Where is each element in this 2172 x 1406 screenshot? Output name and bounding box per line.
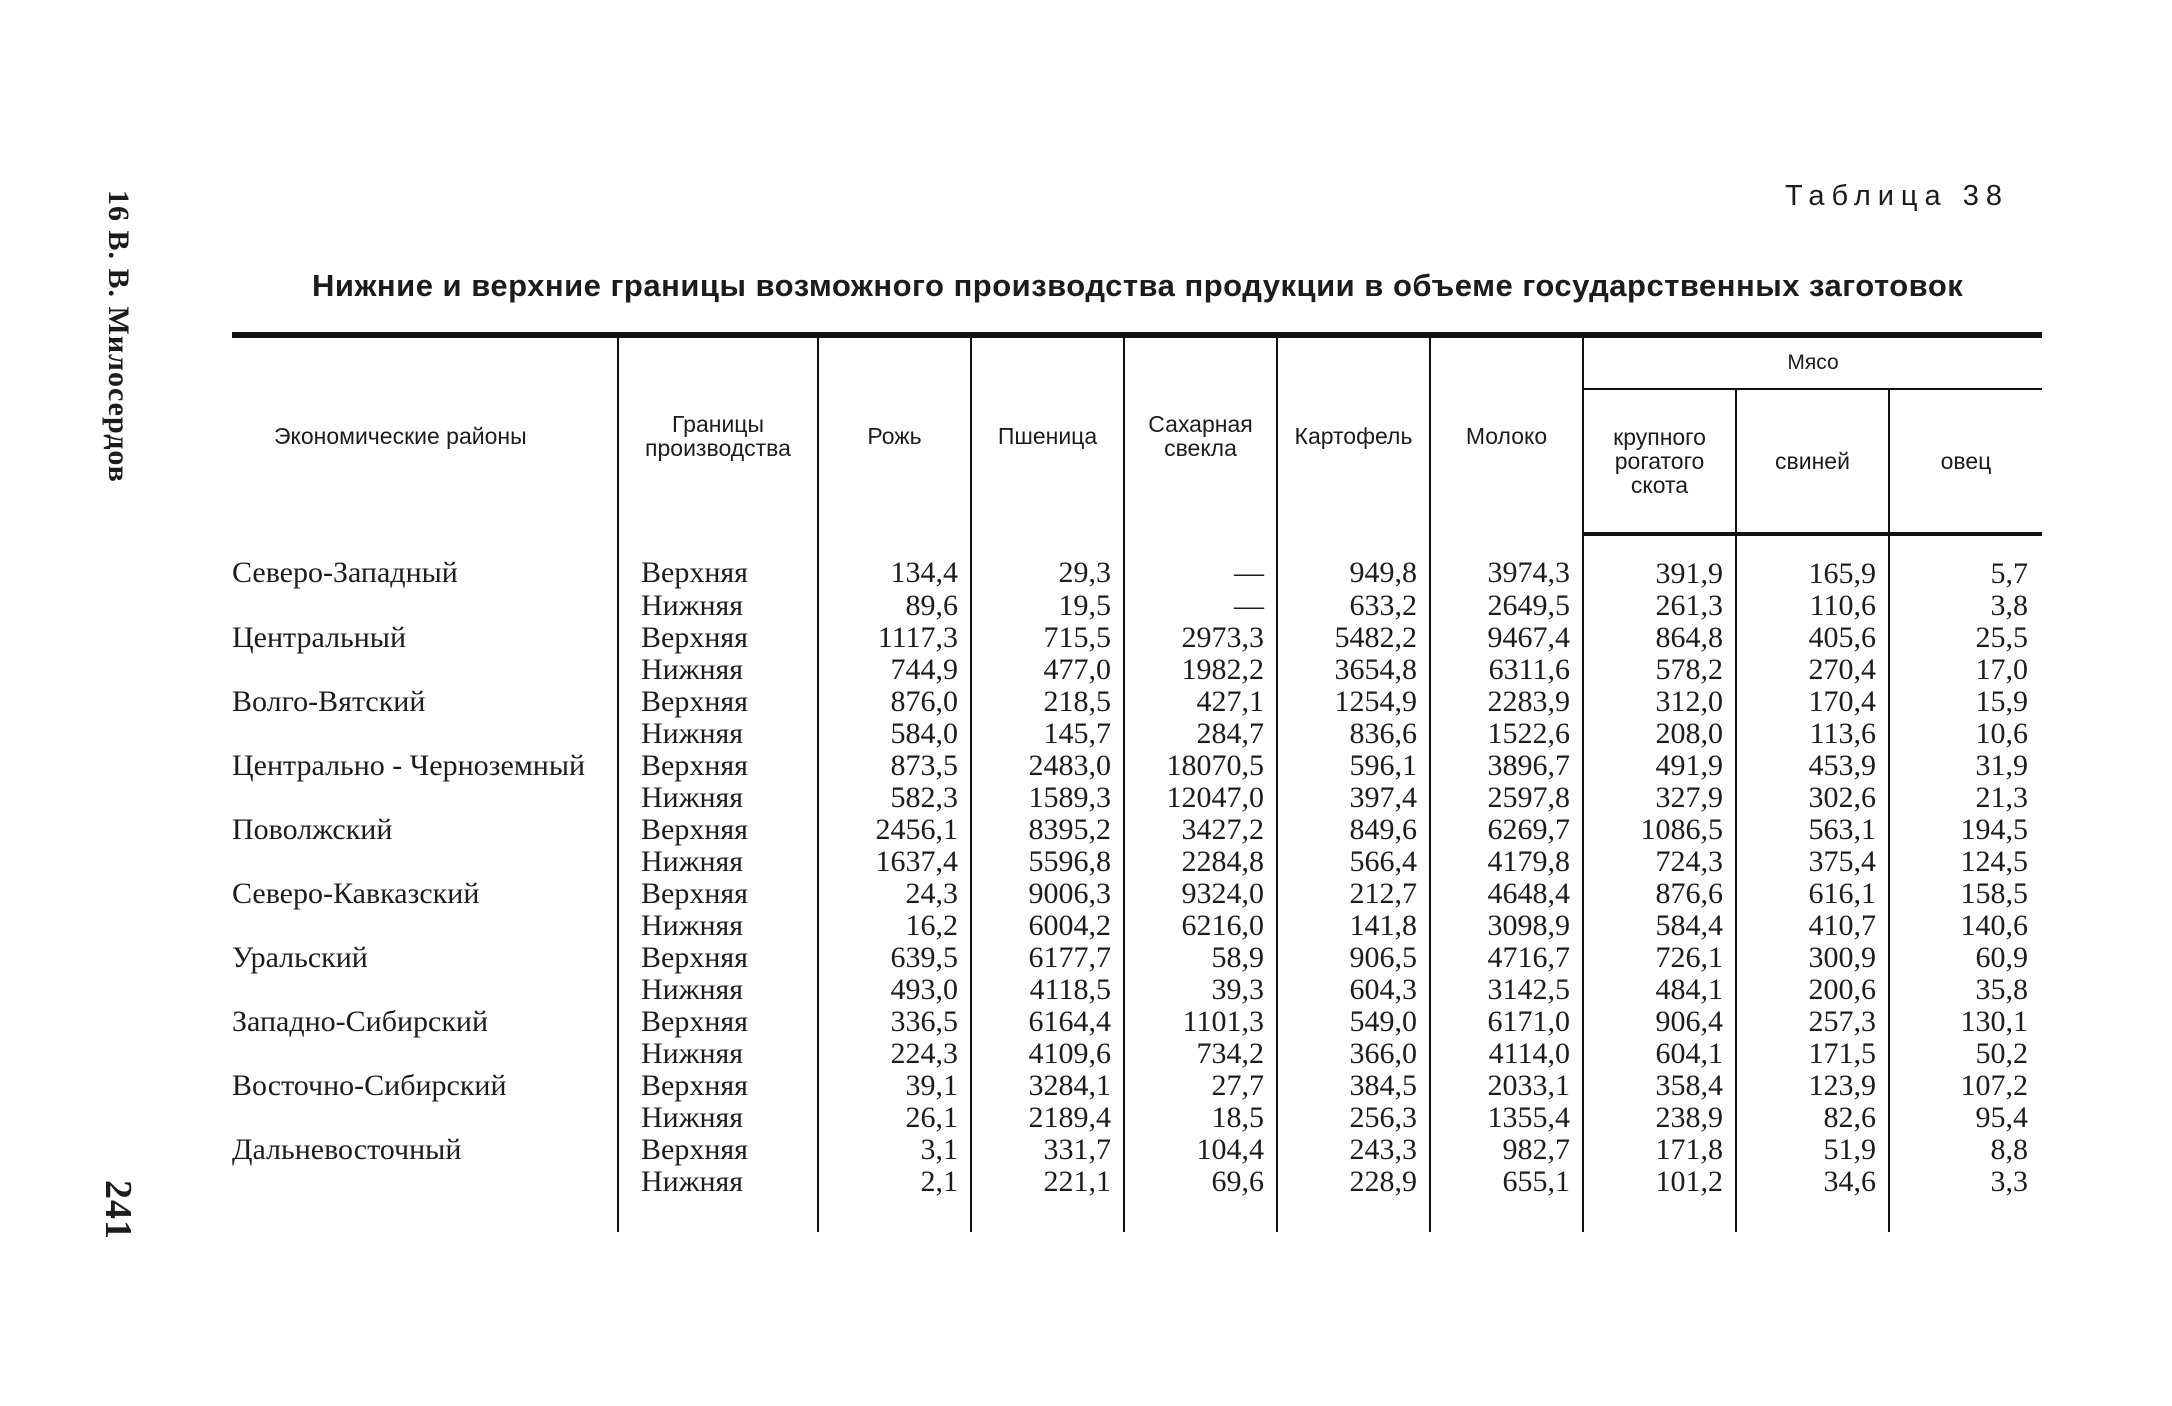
wheat-cell: 6164,4: [971, 1006, 1124, 1038]
sheep-cell: 3,3: [1889, 1166, 2042, 1232]
wheat-cell: 145,7: [971, 718, 1124, 750]
rye-cell: 873,5: [818, 750, 971, 782]
rye-cell: 744,9: [818, 654, 971, 686]
pigs-cell: 405,6: [1736, 622, 1889, 654]
bound-cell: Нижняя: [618, 718, 818, 750]
beet-cell: 1101,3: [1124, 1006, 1277, 1038]
sheep-cell: 60,9: [1889, 942, 2042, 974]
rye-cell: 26,1: [818, 1102, 971, 1134]
region-cell: Поволжский: [232, 814, 393, 846]
rye-cell: 89,6: [818, 590, 971, 622]
milk-cell: 6311,6: [1430, 654, 1583, 686]
wheat-cell: 2189,4: [971, 1102, 1124, 1134]
sheep-cell: 130,1: [1889, 1006, 2042, 1038]
rye-cell: 1117,3: [818, 622, 971, 654]
cattle-cell: 876,6: [1583, 878, 1736, 910]
milk-cell: 655,1: [1430, 1166, 1583, 1232]
pigs-cell: 200,6: [1736, 974, 1889, 1006]
cattle-cell: 578,2: [1583, 654, 1736, 686]
pigs-cell: 82,6: [1736, 1102, 1889, 1134]
cattle-cell: 327,9: [1583, 782, 1736, 814]
table-row: [232, 974, 2042, 1006]
milk-cell: 3142,5: [1430, 974, 1583, 1006]
cattle-cell: 171,8: [1583, 1134, 1736, 1166]
pigs-cell: 113,6: [1736, 718, 1889, 750]
header-rye: Рожь: [818, 335, 971, 534]
potato-cell: 906,5: [1277, 942, 1430, 974]
table-row: [232, 1006, 2042, 1038]
beet-cell: 104,4: [1124, 1134, 1277, 1166]
potato-cell: 836,6: [1277, 718, 1430, 750]
pigs-cell: 165,9: [1736, 534, 1889, 590]
beet-cell: 2284,8: [1124, 846, 1277, 878]
region-cell: Волго-Вятский: [232, 686, 426, 718]
table-row: [232, 814, 2042, 846]
beet-cell: —: [1124, 534, 1277, 590]
milk-cell: 4716,7: [1430, 942, 1583, 974]
pigs-cell: 123,9: [1736, 1070, 1889, 1102]
wheat-cell: 9006,3: [971, 878, 1124, 910]
beet-cell: 734,2: [1124, 1038, 1277, 1070]
milk-cell: 2649,5: [1430, 590, 1583, 622]
rye-cell: 3,1: [818, 1134, 971, 1166]
potato-cell: 604,3: [1277, 974, 1430, 1006]
rye-cell: 876,0: [818, 686, 971, 718]
wheat-cell: 19,5: [971, 590, 1124, 622]
beet-cell: 6216,0: [1124, 910, 1277, 942]
wheat-cell: 6004,2: [971, 910, 1124, 942]
potato-cell: 397,4: [1277, 782, 1430, 814]
bound-cell: Верхняя: [618, 1134, 818, 1166]
region-cell: [232, 782, 618, 814]
region-cell: [232, 1102, 618, 1134]
table-number: Таблица 38: [1784, 180, 2009, 212]
wheat-cell: 218,5: [971, 686, 1124, 718]
sheep-cell: 3,8: [1889, 590, 2042, 622]
sheep-cell: 107,2: [1889, 1070, 2042, 1102]
bound-cell: Нижняя: [618, 782, 818, 814]
milk-cell: 2283,9: [1430, 686, 1583, 718]
cattle-cell: 358,4: [1583, 1070, 1736, 1102]
rye-cell: 16,2: [818, 910, 971, 942]
production-bounds-table: [232, 332, 2042, 1232]
region-cell: [232, 846, 618, 878]
header-cattle: крупного рогатого скота: [1583, 389, 1736, 534]
sheep-cell: 140,6: [1889, 910, 2042, 942]
wheat-cell: 3284,1: [971, 1070, 1124, 1102]
beet-cell: 69,6: [1124, 1166, 1277, 1232]
milk-cell: 1522,6: [1430, 718, 1583, 750]
page-number: 241: [97, 1180, 139, 1240]
beet-cell: 12047,0: [1124, 782, 1277, 814]
potato-cell: 949,8: [1277, 534, 1430, 590]
cattle-cell: 312,0: [1583, 686, 1736, 718]
potato-cell: 212,7: [1277, 878, 1430, 910]
rye-cell: 493,0: [818, 974, 971, 1006]
sheep-cell: 158,5: [1889, 878, 2042, 910]
wheat-cell: 6177,7: [971, 942, 1124, 974]
bound-cell: Нижняя: [618, 654, 818, 686]
beet-cell: 39,3: [1124, 974, 1277, 1006]
bound-cell: Верхняя: [618, 942, 818, 974]
cattle-cell: 604,1: [1583, 1038, 1736, 1070]
rye-cell: 224,3: [818, 1038, 971, 1070]
potato-cell: 596,1: [1277, 750, 1430, 782]
cattle-cell: 906,4: [1583, 1006, 1736, 1038]
potato-cell: 243,3: [1277, 1134, 1430, 1166]
table-row: [232, 942, 2042, 974]
table-row: [232, 1038, 2042, 1070]
wheat-cell: 2483,0: [971, 750, 1124, 782]
table-row: [232, 534, 2042, 590]
rye-cell: 24,3: [818, 878, 971, 910]
table-row: [232, 846, 2042, 878]
cattle-cell: 726,1: [1583, 942, 1736, 974]
region-cell: Центральный: [232, 622, 407, 654]
sheep-cell: 5,7: [1889, 534, 2042, 590]
region-cell: Центрально - Черноземный: [232, 750, 586, 782]
wheat-cell: 4109,6: [971, 1038, 1124, 1070]
bound-cell: Нижняя: [618, 974, 818, 1006]
bound-cell: Верхняя: [618, 1070, 818, 1102]
rye-cell: 1637,4: [818, 846, 971, 878]
milk-cell: 3896,7: [1430, 750, 1583, 782]
cattle-cell: 208,0: [1583, 718, 1736, 750]
beet-cell: 27,7: [1124, 1070, 1277, 1102]
cattle-cell: 1086,5: [1583, 814, 1736, 846]
cattle-cell: 261,3: [1583, 590, 1736, 622]
potato-cell: 366,0: [1277, 1038, 1430, 1070]
page-margin-footer: [88, 190, 148, 1240]
sheep-cell: 31,9: [1889, 750, 2042, 782]
region-cell: [232, 974, 618, 1006]
header-wheat: Пшеница: [971, 335, 1124, 534]
wheat-cell: 8395,2: [971, 814, 1124, 846]
potato-cell: 566,4: [1277, 846, 1430, 878]
wheat-cell: 1589,3: [971, 782, 1124, 814]
milk-cell: 3098,9: [1430, 910, 1583, 942]
sheep-cell: 35,8: [1889, 974, 2042, 1006]
milk-cell: 982,7: [1430, 1134, 1583, 1166]
bound-cell: Нижняя: [618, 846, 818, 878]
header-milk: Молоко: [1430, 335, 1583, 534]
table-row: [232, 622, 2042, 654]
region-cell: [232, 1038, 618, 1070]
sheep-cell: 194,5: [1889, 814, 2042, 846]
pigs-cell: 110,6: [1736, 590, 1889, 622]
header-meat: Мясо: [1583, 335, 2042, 389]
potato-cell: 1254,9: [1277, 686, 1430, 718]
pigs-cell: 170,4: [1736, 686, 1889, 718]
bound-cell: Верхняя: [618, 878, 818, 910]
pigs-cell: 34,6: [1736, 1166, 1889, 1232]
bound-cell: Верхняя: [618, 534, 818, 590]
region-cell: [232, 654, 618, 686]
rye-cell: 134,4: [818, 534, 971, 590]
cattle-cell: 864,8: [1583, 622, 1736, 654]
beet-cell: 18070,5: [1124, 750, 1277, 782]
pigs-cell: 171,5: [1736, 1038, 1889, 1070]
table-row: [232, 782, 2042, 814]
wheat-cell: 29,3: [971, 534, 1124, 590]
potato-cell: 5482,2: [1277, 622, 1430, 654]
bound-cell: Нижняя: [618, 1102, 818, 1134]
table-row: [232, 1070, 2042, 1102]
table-row: [232, 590, 2042, 622]
rye-cell: 39,1: [818, 1070, 971, 1102]
region-cell: [232, 590, 618, 622]
beet-cell: 18,5: [1124, 1102, 1277, 1134]
header-pigs: свиней: [1736, 389, 1889, 534]
cattle-cell: 584,4: [1583, 910, 1736, 942]
pigs-cell: 563,1: [1736, 814, 1889, 846]
pigs-cell: 453,9: [1736, 750, 1889, 782]
region-cell: Дальневосточный: [232, 1134, 462, 1166]
sheep-cell: 124,5: [1889, 846, 2042, 878]
milk-cell: 3974,3: [1430, 534, 1583, 590]
sheep-cell: 8,8: [1889, 1134, 2042, 1166]
table-row: [232, 1134, 2042, 1166]
table-row: [232, 654, 2042, 686]
rye-cell: 584,0: [818, 718, 971, 750]
milk-cell: 6171,0: [1430, 1006, 1583, 1038]
table-row: [232, 910, 2042, 942]
beet-cell: 3427,2: [1124, 814, 1277, 846]
cattle-cell: 491,9: [1583, 750, 1736, 782]
cattle-cell: 391,9: [1583, 534, 1736, 590]
table-row: [232, 686, 2042, 718]
potato-cell: 256,3: [1277, 1102, 1430, 1134]
sheep-cell: 15,9: [1889, 686, 2042, 718]
bound-cell: Нижняя: [618, 1166, 818, 1232]
rye-cell: 582,3: [818, 782, 971, 814]
region-cell: [232, 1166, 618, 1232]
pigs-cell: 300,9: [1736, 942, 1889, 974]
rye-cell: 336,5: [818, 1006, 971, 1038]
beet-cell: 58,9: [1124, 942, 1277, 974]
pigs-cell: 375,4: [1736, 846, 1889, 878]
pigs-cell: 616,1: [1736, 878, 1889, 910]
pigs-cell: 410,7: [1736, 910, 1889, 942]
region-cell: Западно-Сибирский: [232, 1006, 489, 1038]
beet-cell: 9324,0: [1124, 878, 1277, 910]
sheep-cell: 50,2: [1889, 1038, 2042, 1070]
cattle-cell: 724,3: [1583, 846, 1736, 878]
potato-cell: 228,9: [1277, 1166, 1430, 1232]
sheep-cell: 95,4: [1889, 1102, 2042, 1134]
wheat-cell: 4118,5: [971, 974, 1124, 1006]
rye-cell: 639,5: [818, 942, 971, 974]
bound-cell: Верхняя: [618, 686, 818, 718]
pigs-cell: 257,3: [1736, 1006, 1889, 1038]
header-region: Экономические районы: [232, 335, 618, 534]
potato-cell: 849,6: [1277, 814, 1430, 846]
bound-cell: Верхняя: [618, 814, 818, 846]
potato-cell: 3654,8: [1277, 654, 1430, 686]
rye-cell: 2,1: [818, 1166, 971, 1232]
region-cell: Восточно-Сибирский: [232, 1070, 507, 1102]
region-cell: [232, 718, 618, 750]
beet-cell: —: [1124, 590, 1277, 622]
pigs-cell: 51,9: [1736, 1134, 1889, 1166]
table-row: [232, 1166, 2042, 1232]
header-sugar-beet: Сахарная свекла: [1124, 335, 1277, 534]
bound-cell: Нижняя: [618, 1038, 818, 1070]
potato-cell: 384,5: [1277, 1070, 1430, 1102]
table-title: Нижние и верхние границы возможного производства продукции в объеме государственных заготовок: [312, 268, 1964, 303]
header-potato: Картофель: [1277, 335, 1430, 534]
wheat-cell: 5596,8: [971, 846, 1124, 878]
milk-cell: 4648,4: [1430, 878, 1583, 910]
wheat-cell: 477,0: [971, 654, 1124, 686]
milk-cell: 9467,4: [1430, 622, 1583, 654]
milk-cell: 2597,8: [1430, 782, 1583, 814]
beet-cell: 427,1: [1124, 686, 1277, 718]
potato-cell: 633,2: [1277, 590, 1430, 622]
sheep-cell: 21,3: [1889, 782, 2042, 814]
sheep-cell: 10,6: [1889, 718, 2042, 750]
region-cell: Уральский: [232, 942, 368, 974]
milk-cell: 4114,0: [1430, 1038, 1583, 1070]
region-cell: [232, 910, 618, 942]
milk-cell: 6269,7: [1430, 814, 1583, 846]
bound-cell: Нижняя: [618, 910, 818, 942]
table-row: [232, 718, 2042, 750]
beet-cell: 284,7: [1124, 718, 1277, 750]
pigs-cell: 302,6: [1736, 782, 1889, 814]
table-row: [232, 878, 2042, 910]
header-sheep: овец: [1889, 389, 2042, 534]
pigs-cell: 270,4: [1736, 654, 1889, 686]
cattle-cell: 101,2: [1583, 1166, 1736, 1232]
bound-cell: Верхняя: [618, 1006, 818, 1038]
bound-cell: Верхняя: [618, 622, 818, 654]
cattle-cell: 484,1: [1583, 974, 1736, 1006]
sheep-cell: 25,5: [1889, 622, 2042, 654]
beet-cell: 1982,2: [1124, 654, 1277, 686]
header-bounds: Границы производства: [618, 335, 818, 534]
wheat-cell: 715,5: [971, 622, 1124, 654]
milk-cell: 2033,1: [1430, 1070, 1583, 1102]
cattle-cell: 238,9: [1583, 1102, 1736, 1134]
bound-cell: Верхняя: [618, 750, 818, 782]
wheat-cell: 221,1: [971, 1166, 1124, 1232]
bound-cell: Нижняя: [618, 590, 818, 622]
potato-cell: 549,0: [1277, 1006, 1430, 1038]
milk-cell: 1355,4: [1430, 1102, 1583, 1134]
region-cell: Северо-Западный: [232, 556, 458, 589]
sheep-cell: 17,0: [1889, 654, 2042, 686]
beet-cell: 2973,3: [1124, 622, 1277, 654]
region-cell: Северо-Кавказский: [232, 878, 480, 910]
book-series-mark: 16 В. В. Милосердов: [102, 190, 135, 483]
wheat-cell: 331,7: [971, 1134, 1124, 1166]
milk-cell: 4179,8: [1430, 846, 1583, 878]
potato-cell: 141,8: [1277, 910, 1430, 942]
rye-cell: 2456,1: [818, 814, 971, 846]
table-row: [232, 750, 2042, 782]
table-row: [232, 1102, 2042, 1134]
